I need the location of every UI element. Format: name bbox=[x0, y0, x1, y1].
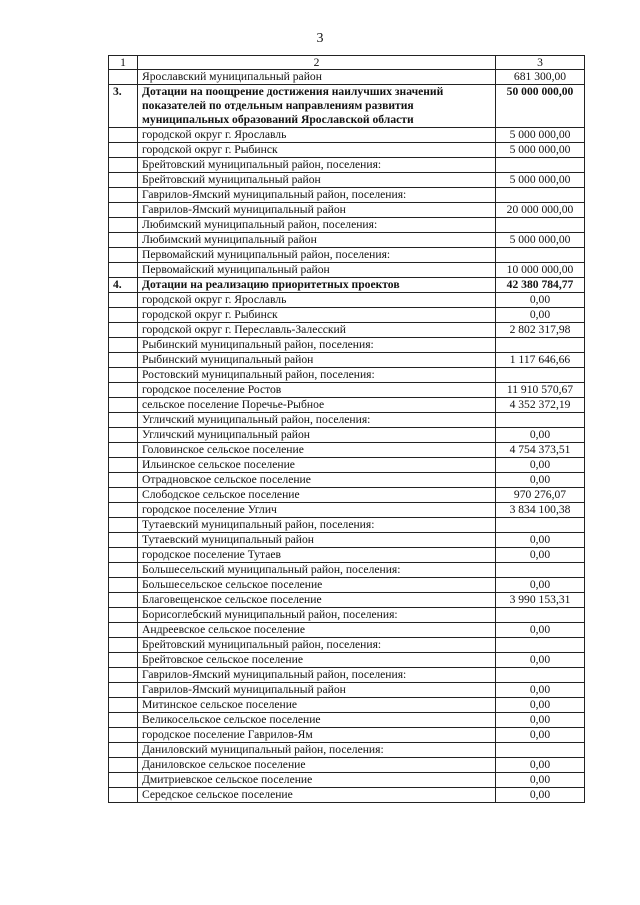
row-value: 4 352 372,19 bbox=[496, 398, 585, 413]
row-name: Любимский муниципальный район bbox=[138, 233, 496, 248]
row-number bbox=[109, 503, 138, 518]
table-row bbox=[109, 173, 585, 188]
table-row bbox=[109, 743, 585, 758]
row-name: городской округ г. Рыбинск bbox=[138, 308, 496, 323]
row-value: 20 000 000,00 bbox=[496, 203, 585, 218]
row-number bbox=[109, 458, 138, 473]
row-value: 0,00 bbox=[496, 653, 585, 668]
row-value bbox=[496, 413, 585, 428]
row-number bbox=[109, 158, 138, 173]
row-value bbox=[496, 368, 585, 383]
table-row bbox=[109, 383, 585, 398]
table-row bbox=[109, 503, 585, 518]
row-name: Дотации на поощрение достижения наилучших значений показателей по отдельным направлениям развития муниципальных образований Ярославской области bbox=[138, 85, 496, 128]
row-number bbox=[109, 128, 138, 143]
table-row bbox=[109, 143, 585, 158]
row-name: Борисоглебский муниципальный район, поселения: bbox=[138, 608, 496, 623]
row-value bbox=[496, 608, 585, 623]
row-name: Рыбинский муниципальный район, поселения: bbox=[138, 338, 496, 353]
table-row bbox=[109, 368, 585, 383]
row-value: 0,00 bbox=[496, 458, 585, 473]
table-row bbox=[109, 248, 585, 263]
row-value: 0,00 bbox=[496, 623, 585, 638]
row-value: 0,00 bbox=[496, 578, 585, 593]
row-value bbox=[496, 668, 585, 683]
row-value: 1 117 646,66 bbox=[496, 353, 585, 368]
row-name: Первомайский муниципальный район, поселения: bbox=[138, 248, 496, 263]
row-number bbox=[109, 563, 138, 578]
row-number bbox=[109, 338, 138, 353]
table-row bbox=[109, 563, 585, 578]
table-row bbox=[109, 413, 585, 428]
table-row bbox=[109, 70, 585, 85]
row-number bbox=[109, 398, 138, 413]
row-name: Тутаевский муниципальный район, поселения: bbox=[138, 518, 496, 533]
table-row bbox=[109, 698, 585, 713]
table-row bbox=[109, 653, 585, 668]
row-name: Гаврилов-Ямский муниципальный район, поселения: bbox=[138, 668, 496, 683]
row-name: Гаврилов-Ямский муниципальный район bbox=[138, 683, 496, 698]
row-name: Ярославский муниципальный район bbox=[138, 70, 496, 85]
table-row bbox=[109, 128, 585, 143]
row-number bbox=[109, 548, 138, 563]
row-name: городской округ г. Рыбинск bbox=[138, 143, 496, 158]
row-name: Дмитриевское сельское поселение bbox=[138, 773, 496, 788]
table-row bbox=[109, 443, 585, 458]
row-number bbox=[109, 758, 138, 773]
table-row bbox=[109, 788, 585, 803]
row-name: Рыбинский муниципальный район bbox=[138, 353, 496, 368]
table-row bbox=[109, 593, 585, 608]
row-name: Ильинское сельское поселение bbox=[138, 458, 496, 473]
row-value: 4 754 373,51 bbox=[496, 443, 585, 458]
row-value: 0,00 bbox=[496, 728, 585, 743]
row-number bbox=[109, 488, 138, 503]
row-number bbox=[109, 383, 138, 398]
row-value: 0,00 bbox=[496, 308, 585, 323]
row-value bbox=[496, 638, 585, 653]
row-number bbox=[109, 188, 138, 203]
table-row bbox=[109, 263, 585, 278]
row-name: Первомайский муниципальный район bbox=[138, 263, 496, 278]
header-col-3: 3 bbox=[496, 56, 585, 70]
row-number bbox=[109, 70, 138, 85]
row-name: Брейтовский муниципальный район, поселения: bbox=[138, 158, 496, 173]
row-number bbox=[109, 728, 138, 743]
row-name: городской округ г. Ярославль bbox=[138, 128, 496, 143]
row-number bbox=[109, 698, 138, 713]
table-row bbox=[109, 773, 585, 788]
row-name: Гаврилов-Ямский муниципальный район, поселения: bbox=[138, 188, 496, 203]
table-row bbox=[109, 85, 585, 128]
row-value: 0,00 bbox=[496, 698, 585, 713]
row-number bbox=[109, 668, 138, 683]
row-number bbox=[109, 143, 138, 158]
row-value: 5 000 000,00 bbox=[496, 233, 585, 248]
row-number bbox=[109, 788, 138, 803]
row-value bbox=[496, 218, 585, 233]
row-value: 3 990 153,31 bbox=[496, 593, 585, 608]
row-name: Угличский муниципальный район bbox=[138, 428, 496, 443]
subsidy-table bbox=[108, 55, 585, 803]
row-value: 10 000 000,00 bbox=[496, 263, 585, 278]
row-name: Середское сельское поселение bbox=[138, 788, 496, 803]
table-row bbox=[109, 218, 585, 233]
row-number bbox=[109, 248, 138, 263]
row-value bbox=[496, 158, 585, 173]
row-name: Митинское сельское поселение bbox=[138, 698, 496, 713]
row-number bbox=[109, 323, 138, 338]
table-row bbox=[109, 533, 585, 548]
row-number bbox=[109, 713, 138, 728]
row-name: городское поселение Тутаев bbox=[138, 548, 496, 563]
row-name: Головинское сельское поселение bbox=[138, 443, 496, 458]
row-number bbox=[109, 263, 138, 278]
table-row bbox=[109, 623, 585, 638]
table-row bbox=[109, 203, 585, 218]
row-number bbox=[109, 428, 138, 443]
row-number bbox=[109, 518, 138, 533]
row-name: Великосельское сельское поселение bbox=[138, 713, 496, 728]
header-col-2: 2 bbox=[138, 56, 496, 70]
row-value: 0,00 bbox=[496, 758, 585, 773]
row-value: 0,00 bbox=[496, 773, 585, 788]
table-row bbox=[109, 713, 585, 728]
row-name: городской округ г. Ярославль bbox=[138, 293, 496, 308]
table-row bbox=[109, 458, 585, 473]
row-name: Отрадновское сельское поселение bbox=[138, 473, 496, 488]
row-number bbox=[109, 443, 138, 458]
row-value bbox=[496, 338, 585, 353]
row-value bbox=[496, 248, 585, 263]
row-value: 50 000 000,00 bbox=[496, 85, 585, 128]
table-row bbox=[109, 158, 585, 173]
table-row bbox=[109, 608, 585, 623]
row-value: 970 276,07 bbox=[496, 488, 585, 503]
row-name: Дотации на реализацию приоритетных проектов bbox=[138, 278, 496, 293]
row-value bbox=[496, 518, 585, 533]
row-number bbox=[109, 413, 138, 428]
table-row bbox=[109, 473, 585, 488]
row-name: Угличский муниципальный район, поселения: bbox=[138, 413, 496, 428]
table-row bbox=[109, 518, 585, 533]
table-row bbox=[109, 578, 585, 593]
row-value: 0,00 bbox=[496, 788, 585, 803]
row-value: 0,00 bbox=[496, 683, 585, 698]
table-row bbox=[109, 188, 585, 203]
row-name: городское поселение Ростов bbox=[138, 383, 496, 398]
row-name: Брейтовский муниципальный район, поселения: bbox=[138, 638, 496, 653]
table-row bbox=[109, 728, 585, 743]
table-row bbox=[109, 323, 585, 338]
row-name: городской округ г. Переславль-Залесский bbox=[138, 323, 496, 338]
row-name: Ростовский муниципальный район, поселения: bbox=[138, 368, 496, 383]
row-value: 0,00 bbox=[496, 473, 585, 488]
table-row bbox=[109, 758, 585, 773]
table-header-row bbox=[109, 56, 585, 70]
row-number bbox=[109, 773, 138, 788]
row-value: 3 834 100,38 bbox=[496, 503, 585, 518]
table-row bbox=[109, 488, 585, 503]
row-number bbox=[109, 353, 138, 368]
row-number bbox=[109, 218, 138, 233]
table-row bbox=[109, 428, 585, 443]
row-number bbox=[109, 473, 138, 488]
row-name: Большесельское сельское поселение bbox=[138, 578, 496, 593]
row-value: 2 802 317,98 bbox=[496, 323, 585, 338]
row-number bbox=[109, 638, 138, 653]
row-number bbox=[109, 608, 138, 623]
row-number: 4. bbox=[109, 278, 138, 293]
row-name: городское поселение Гаврилов-Ям bbox=[138, 728, 496, 743]
row-name: Благовещенское сельское поселение bbox=[138, 593, 496, 608]
row-value: 0,00 bbox=[496, 293, 585, 308]
row-number bbox=[109, 308, 138, 323]
row-number bbox=[109, 683, 138, 698]
row-value: 11 910 570,67 bbox=[496, 383, 585, 398]
row-number bbox=[109, 293, 138, 308]
row-number bbox=[109, 533, 138, 548]
row-name: Даниловское сельское поселение bbox=[138, 758, 496, 773]
row-value: 0,00 bbox=[496, 713, 585, 728]
table-row bbox=[109, 308, 585, 323]
table-row bbox=[109, 668, 585, 683]
table-row bbox=[109, 353, 585, 368]
row-number bbox=[109, 623, 138, 638]
row-value bbox=[496, 743, 585, 758]
row-value: 5 000 000,00 bbox=[496, 173, 585, 188]
table-row bbox=[109, 638, 585, 653]
row-name: Тутаевский муниципальный район bbox=[138, 533, 496, 548]
header-col-1: 1 bbox=[109, 56, 138, 70]
row-value bbox=[496, 188, 585, 203]
row-name: городское поселение Углич bbox=[138, 503, 496, 518]
row-number bbox=[109, 653, 138, 668]
row-name: Слободское сельское поселение bbox=[138, 488, 496, 503]
row-number bbox=[109, 173, 138, 188]
table-row bbox=[109, 398, 585, 413]
row-number bbox=[109, 203, 138, 218]
row-value bbox=[496, 563, 585, 578]
row-number bbox=[109, 593, 138, 608]
row-number bbox=[109, 233, 138, 248]
row-name: Даниловский муниципальный район, поселения: bbox=[138, 743, 496, 758]
row-name: Любимский муниципальный район, поселения: bbox=[138, 218, 496, 233]
row-value: 5 000 000,00 bbox=[496, 143, 585, 158]
row-name: Большесельский муниципальный район, поселения: bbox=[138, 563, 496, 578]
row-name: Андреевское сельское поселение bbox=[138, 623, 496, 638]
row-name: сельское поселение Поречье-Рыбное bbox=[138, 398, 496, 413]
row-value: 5 000 000,00 bbox=[496, 128, 585, 143]
page-number: 3 bbox=[316, 31, 324, 46]
row-number bbox=[109, 743, 138, 758]
row-name: Гаврилов-Ямский муниципальный район bbox=[138, 203, 496, 218]
table-row bbox=[109, 548, 585, 563]
table-row bbox=[109, 683, 585, 698]
row-value: 681 300,00 bbox=[496, 70, 585, 85]
row-number bbox=[109, 368, 138, 383]
table-row bbox=[109, 338, 585, 353]
row-name: Брейтовский муниципальный район bbox=[138, 173, 496, 188]
table-row bbox=[109, 233, 585, 248]
row-value: 42 380 784,77 bbox=[496, 278, 585, 293]
row-value: 0,00 bbox=[496, 533, 585, 548]
row-number: 3. bbox=[109, 85, 138, 128]
row-name: Брейтовское сельское поселение bbox=[138, 653, 496, 668]
table-row bbox=[109, 278, 585, 293]
row-number bbox=[109, 578, 138, 593]
table-row bbox=[109, 293, 585, 308]
row-value: 0,00 bbox=[496, 428, 585, 443]
row-value: 0,00 bbox=[496, 548, 585, 563]
